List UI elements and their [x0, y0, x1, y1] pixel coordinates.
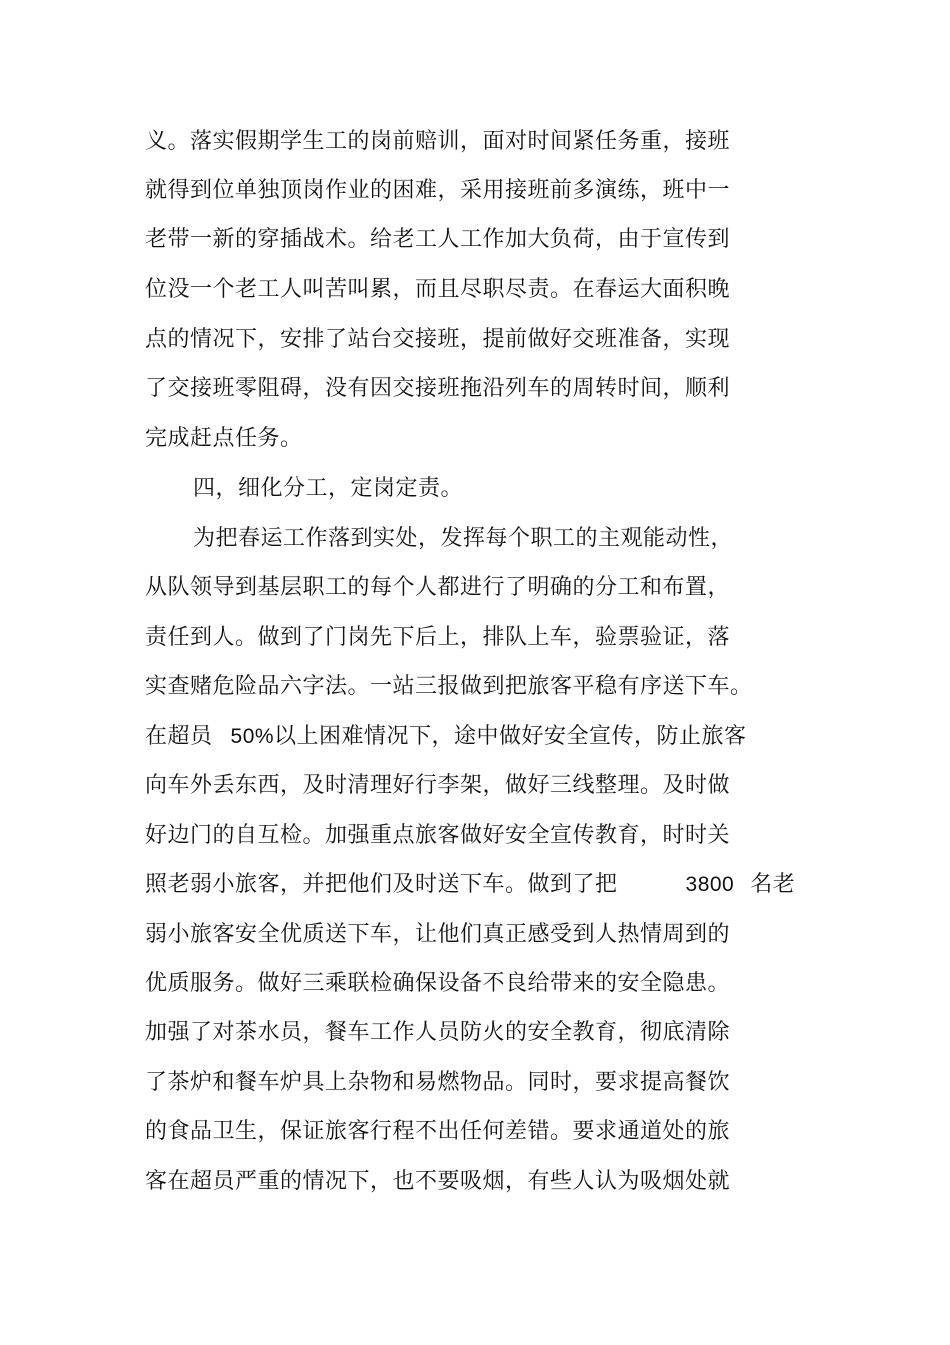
- text-segment: 在超员: [145, 724, 213, 749]
- text-line: 责任到人。做到了门岗先下后上，排队上车，验票验证，落: [145, 625, 731, 650]
- text-line: 向车外丢东西，及时清理好行李架，做好三线整理。及时做: [145, 773, 731, 798]
- text-line: 加强了对茶水员，餐车工作人员防火的安全教育，彻底清除: [145, 1020, 731, 1045]
- text-line: 为把春运工作落到实处，发挥每个职工的主观能动性，: [193, 526, 734, 551]
- text-line: 弱小旅客安全优质送下车，让他们真正感受到人热情周到的: [145, 922, 731, 947]
- text-line: 完成赶点任务。: [145, 426, 303, 451]
- text-line: 了交接班零阻碍，没有因交接班拖沿列车的周转时间，顺利: [145, 376, 731, 401]
- text-line: 点的情况下，安排了站台交接班，提前做好交班准备，实现: [145, 327, 731, 352]
- text-line: [145, 722, 747, 752]
- text-line: 从队领导到基层职工的每个人都进行了明确的分工和布置，: [145, 575, 731, 600]
- section-heading: 四，细化分工，定岗定责。: [193, 476, 464, 501]
- text-line: 实查赌危险品六字法。一站三报做到把旅客平稳有序送下车。: [145, 674, 753, 699]
- text-line: 了茶炉和餐车炉具上杂物和易燃物品。同时，要求提高餐饮: [145, 1070, 731, 1095]
- text-segment: 以上困难情况下，途中做好安全宣传，防止旅客: [274, 724, 747, 749]
- passenger-count: 3800: [685, 873, 735, 896]
- text-segment: 照老弱小旅客，并把他们及时送下车。做到了把: [145, 872, 618, 897]
- text-line: 的食品卫生，保证旅客行程不出任何差错。要求通道处的旅: [145, 1119, 731, 1144]
- text-segment: 名老: [750, 872, 796, 897]
- percentage-value: 50%: [230, 725, 275, 748]
- text-line: [145, 870, 795, 900]
- text-line: 好边门的自互检。加强重点旅客做好安全宣传教育，时时关: [145, 823, 731, 848]
- text-line: 义。落实假期学生工的岗前赔训，面对时间紧任务重，接班: [145, 129, 731, 154]
- text-line: 老带一新的穿插战术。给老工人工作加大负荷，由于宣传到: [145, 227, 731, 252]
- text-line: 就得到位单独顶岗作业的困难，采用接班前多演练，班中一: [145, 178, 731, 203]
- text-line: 位没一个老工人叫苦叫累，而且尽职尽责。在春运大面积晚: [145, 277, 731, 302]
- text-line: 优质服务。做好三乘联检确保设备不良给带来的安全隐患。: [145, 971, 731, 996]
- text-line: 客在超员严重的情况下，也不要吸烟，有些人认为吸烟处就: [145, 1169, 731, 1194]
